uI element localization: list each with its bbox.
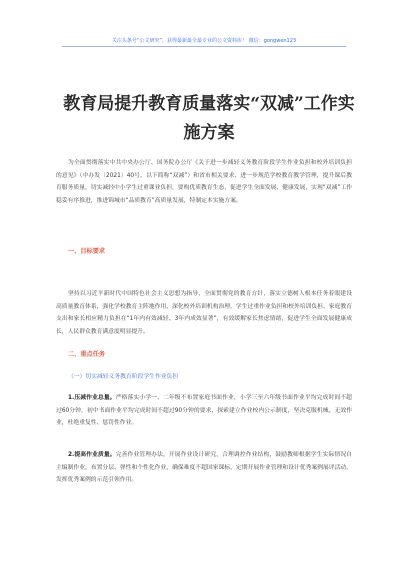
item-lead-reduce-homework: 1.压减作业总量。 bbox=[68, 395, 116, 401]
goals-text: 坚持以习近平新时代中国特色社会主义思想为指导，全面贯彻党的教育方针，落实立德树人根本任务着眼建设高质量教育体系，强化学校教育主阵地作用，深化校外培训机构治理，学生过重作业负担和校外培训负担、家庭教育支出和家长相应精力负担在“1年内有效减轻、3年内成效显著”，有效缓解家长焦虑情绪，促进学生全面发展健康成长，人民群众教育满意度明显提升。 bbox=[56, 291, 352, 335]
item-text-improve-quality: 完善作业管理办法，开展作业设计研究，合理调控作业结构，鼓励教师根据学生实际情况自主编制作业，布置分层、弹性和个性化作业，确保难度不超国家课标，定期开展作业管理和设计优秀案例展评活动，发挥优秀案例的示范引领作用。 bbox=[56, 452, 352, 483]
item-lead-improve-quality: 2.提高作业质量。 bbox=[68, 452, 116, 458]
item-text-reduce-homework: 严格落实小学一、二年级不布置家庭书面作业，小学三至六年级书面作业平均完成时间不超过60分钟，初中书面作业平均完成时间不超过90分钟的要求，探索建立作业校内公示制度，坚决克服机械、无效作业，杜绝重复性、惩罚性作业。 bbox=[56, 395, 352, 426]
section-heading-tasks: 二、重点任务 bbox=[68, 351, 106, 358]
intro-paragraph bbox=[56, 157, 352, 207]
section-heading-goals: 一、目标要求 bbox=[68, 248, 106, 255]
intro-text: 为全面贯彻落实中共中央办公厅、国务院办公厅《关于进一步减轻义务教育阶段学生作业负担和校外培训负担的意见》（中办发〔2021〕40号，以下简称“双减”）和省市相关要求，进一步规范学校教育教学管理，提升课后教育服务质量，切实减轻中小学生过重课业负担，要构优质教育生态，促进学生全面发展、健康发展，实现“双减”工作稳妥有序推进，推进锦城市“品质教育”高质量发展，特制定本实施方案。 bbox=[56, 160, 352, 204]
item-paragraph-reduce-homework bbox=[56, 392, 352, 430]
document-title: 教育局提升教育质量落实“双减”工作实施方案 bbox=[63, 94, 355, 143]
subsection-heading-homework: （一）切实减轻义务教育阶段学生作业负担 bbox=[68, 374, 179, 380]
header-banner: 关注头条号“公文研究”，获得最新最全最专业的公文资料库！ 微信：gongwen123 bbox=[111, 38, 297, 44]
banner-divider bbox=[62, 46, 346, 47]
item-paragraph-improve-quality bbox=[56, 449, 352, 487]
goals-paragraph bbox=[56, 288, 352, 338]
